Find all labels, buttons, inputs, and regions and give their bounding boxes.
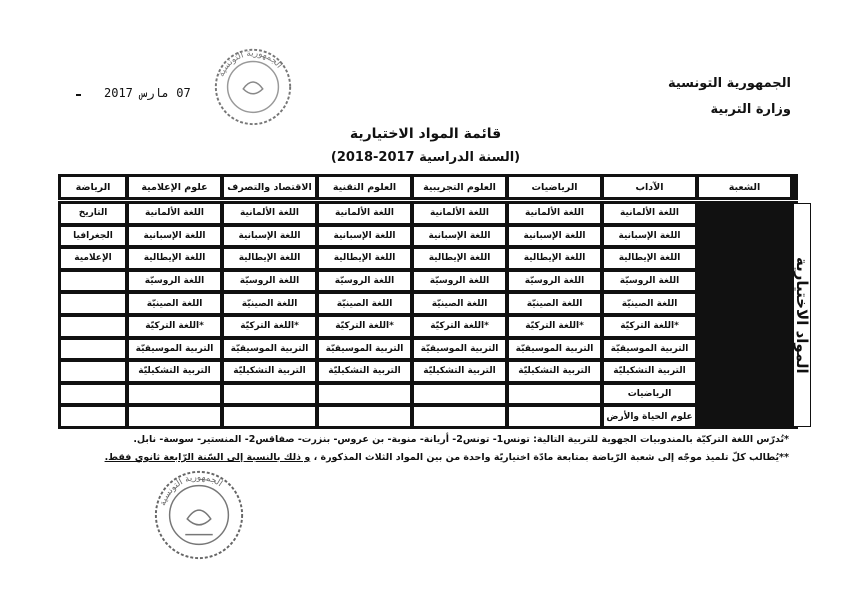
column-header: الاقتصاد والتصرف <box>223 176 316 198</box>
table-cell: *اللغة التركيّة <box>128 316 221 337</box>
table-cell: اللغة الروسيّة <box>223 271 316 292</box>
table-cell: اللغة الصينيّة <box>413 293 506 314</box>
table-cell: اللغة الألمانية <box>603 203 696 224</box>
column-header: العلوم التجريبية <box>413 176 506 198</box>
table-cell: *اللغة التركيّة <box>223 316 316 337</box>
table-cell: التربية الموسيقيّة <box>603 339 696 360</box>
table-cell <box>223 406 316 427</box>
table-header <box>58 174 798 200</box>
table-cell <box>60 293 126 314</box>
table-cell: التربية التشكيليّة <box>603 361 696 382</box>
table-cell: اللغة الإسبانية <box>508 226 601 247</box>
table-cell: *اللغة التركيّة <box>508 316 601 337</box>
table-cell: التربية التشكيليّة <box>508 361 601 382</box>
table-cell <box>508 406 601 427</box>
table-cell: اللغة الإيطالية <box>128 248 221 269</box>
table-cell: *اللغة التركيّة <box>413 316 506 337</box>
column-header: الشعبة <box>698 176 791 198</box>
table-cell: اللغة الروسيّة <box>413 271 506 292</box>
table-cell: اللغة الإسبانية <box>318 226 411 247</box>
table-cell: اللغة الروسيّة <box>318 271 411 292</box>
table-cell <box>413 406 506 427</box>
table-cell: اللغة الألمانية <box>413 203 506 224</box>
table-cell: اللغة الصينيّة <box>508 293 601 314</box>
table-cell: اللغة الإسبانية <box>413 226 506 247</box>
page-title: قائمة المواد الاختيارية <box>349 126 502 142</box>
table-cell: التربية الموسيقيّة <box>128 339 221 360</box>
side-label: المواد الاختيارية <box>793 203 811 427</box>
table-cell: اللغة الإيطالية <box>223 248 316 269</box>
table-cell <box>60 406 126 427</box>
table-cell <box>318 406 411 427</box>
table-cell: *اللغة التركيّة <box>603 316 696 337</box>
table-cell <box>60 339 126 360</box>
table-cell: التربية الموسيقيّة <box>318 339 411 360</box>
official-seal-icon <box>204 40 302 128</box>
seal-text: الجمهورية التونسية <box>216 48 284 79</box>
table-cell: التربية التشكيليّة <box>128 361 221 382</box>
table-cell: الرياضيات <box>603 384 696 405</box>
table-cell: اللغة الصينيّة <box>223 293 316 314</box>
table-cell: اللغة الروسيّة <box>603 271 696 292</box>
footnote-turkish: *تُدرّس اللغة التركيّة بالمندوبيات الجهوية للتربية التالية: تونس1- تونس2- أريانة- منوبة- بن عروس- بنزرت- صفاقس2- المنستير- سوسة- نابل. <box>133 434 789 445</box>
table-cell <box>60 361 126 382</box>
footnote-sport-underlined: و ذلك بالنسبة إلى السّنة الرّابعة ثانوي فقط. <box>104 452 311 463</box>
column-header: الآداب <box>603 176 696 198</box>
table-cell: اللغة الألمانية <box>508 203 601 224</box>
table-cell: التربية التشكيليّة <box>413 361 506 382</box>
table-cell: اللغة الروسيّة <box>508 271 601 292</box>
table-cell: الجغرافيا <box>60 226 126 247</box>
table-cell: اللغة الصينيّة <box>603 293 696 314</box>
table-cell <box>223 384 316 405</box>
subjects-table <box>58 201 811 429</box>
ministry-name: وزارة التربية <box>710 102 791 117</box>
table-cell: اللغة الصينيّة <box>318 293 411 314</box>
table-cell <box>508 384 601 405</box>
country-name: الجمهورية التونسية <box>667 76 791 91</box>
table-cell: التربية الموسيقيّة <box>508 339 601 360</box>
table-cell <box>128 384 221 405</box>
table-cell: اللغة الإيطالية <box>603 248 696 269</box>
table-cell <box>60 316 126 337</box>
table-cell: التربية التشكيليّة <box>223 361 316 382</box>
table-cell: اللغة الصينيّة <box>128 293 221 314</box>
table-cell: التربية الموسيقيّة <box>413 339 506 360</box>
table-cell <box>60 271 126 292</box>
table-cell <box>60 384 126 405</box>
document-date: 07 مارس 2017 <box>104 86 191 100</box>
table-cell <box>128 406 221 427</box>
table-cell: اللغة الروسيّة <box>128 271 221 292</box>
table-cell: اللغة الإيطالية <box>318 248 411 269</box>
official-stamp-icon <box>148 466 250 564</box>
table-cell: الإعلامية <box>60 248 126 269</box>
table-cell <box>318 384 411 405</box>
table-cell: اللغة الألمانية <box>318 203 411 224</box>
table-cell: التاريخ <box>60 203 126 224</box>
table-cell: علوم الحياة والأرض <box>603 406 696 427</box>
table-cell: اللغة الإسبانية <box>128 226 221 247</box>
column-header: الرياضة <box>60 176 126 198</box>
table-cell: *اللغة التركيّة <box>318 316 411 337</box>
column-header: علوم الإعلامية <box>128 176 221 198</box>
footnote-sport-main: **يُطالب كلّ تلميذ موجّه إلى شعبة الرّياضة بمتابعة مادّة اختياريّة واحدة من بين المواد الثلاث المذكورة ، <box>313 452 789 463</box>
column-header: العلوم التقنية <box>318 176 411 198</box>
table-cell: اللغة الألمانية <box>223 203 316 224</box>
stamp-text: الجمهورية التونسية <box>158 472 224 508</box>
table-cell: اللغة الإيطالية <box>413 248 506 269</box>
table-cell: اللغة الإسبانية <box>603 226 696 247</box>
table-cell: اللغة الإسبانية <box>223 226 316 247</box>
dash-mark <box>76 94 81 96</box>
svg-text:الجمهورية التونسية <box>217 49 284 79</box>
footnote-sport <box>105 452 789 463</box>
table-cell <box>413 384 506 405</box>
table-cell: التربية التشكيليّة <box>318 361 411 382</box>
table-cell: التربية الموسيقيّة <box>223 339 316 360</box>
table-cell: اللغة الألمانية <box>128 203 221 224</box>
table-cell: اللغة الإيطالية <box>508 248 601 269</box>
page-subtitle: (السنة الدراسية 2017-2018) <box>330 150 521 165</box>
column-header: الرياضيات <box>508 176 601 198</box>
